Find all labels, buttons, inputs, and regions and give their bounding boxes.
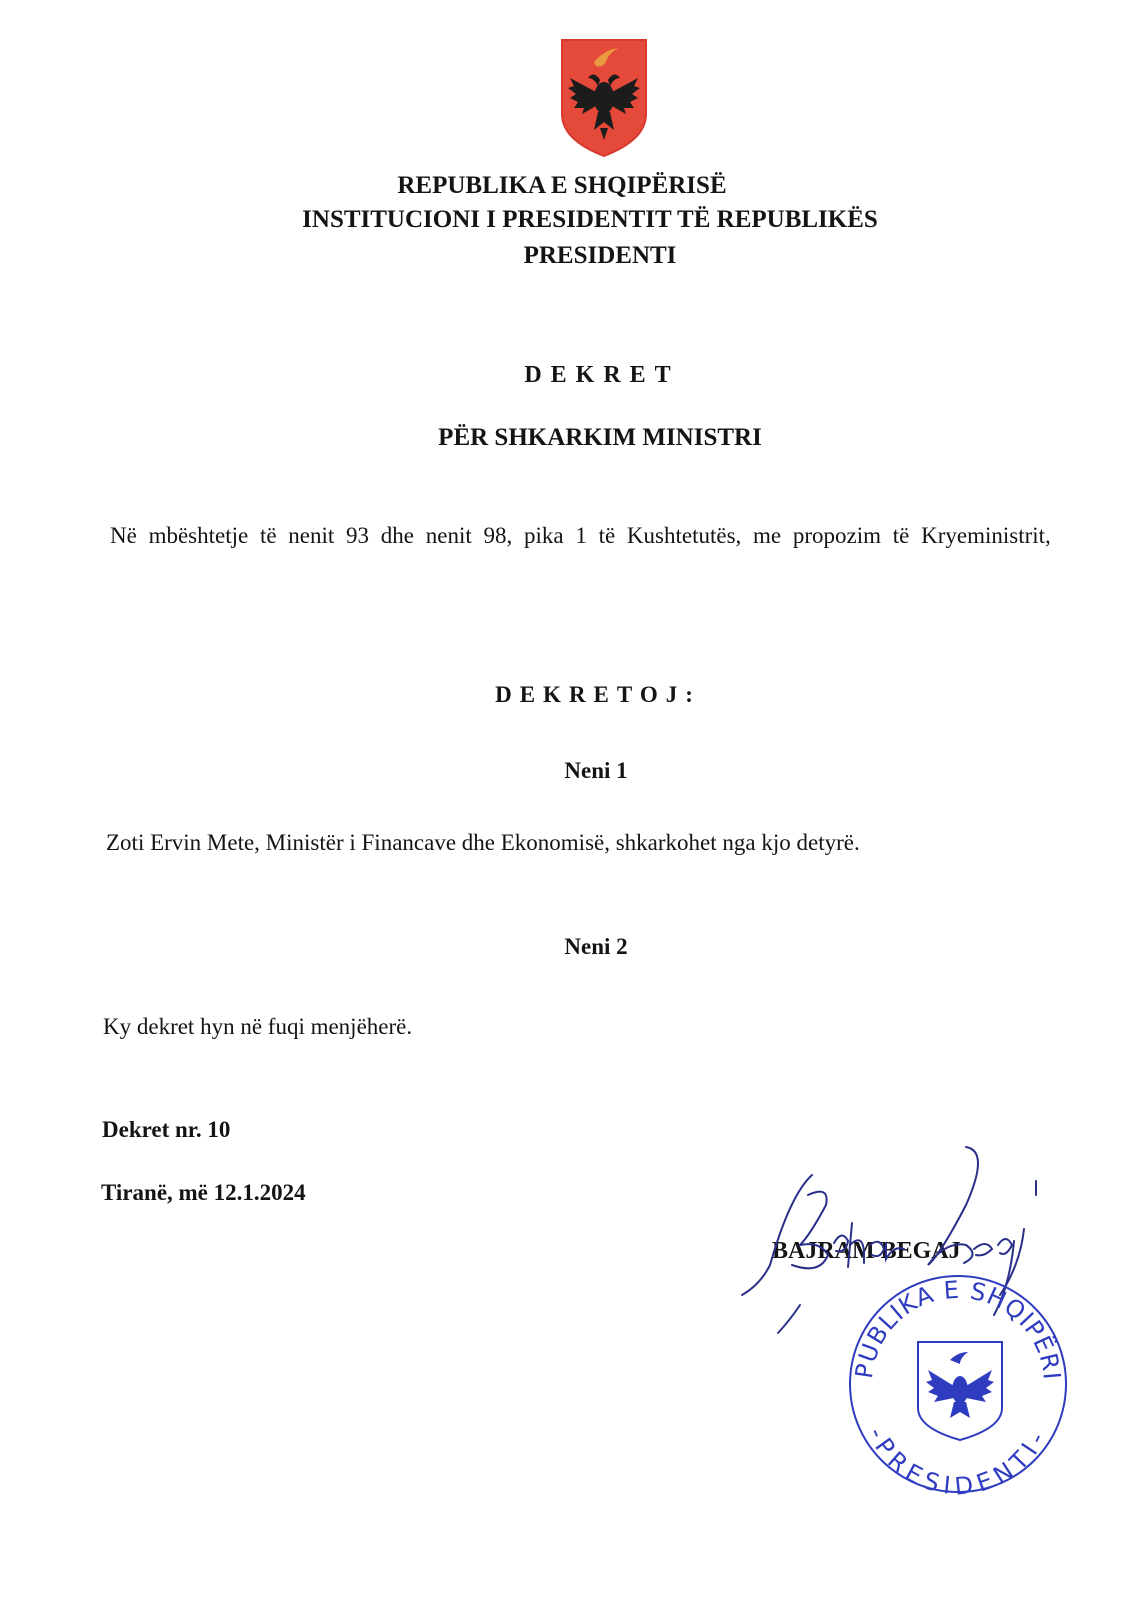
- article-1-heading: Neni 1: [564, 758, 628, 783]
- document-title: DEKRET: [524, 362, 680, 388]
- decree-heading: DEKRETOJ:: [495, 682, 701, 707]
- article-1-text: Zoti Ervin Mete, Ministër i Financave dhe Ekonomisë, shkarkohet nga kjo detyrë.: [106, 830, 860, 855]
- header-republic: REPUBLIKA E SHQIPËRISË: [397, 172, 727, 199]
- preamble-paragraph: Në mbështetje të nenit 93 dhe nenit 98, pika 1 të Kushtetutës, me propozim të Kryeministrit,: [110, 523, 1051, 548]
- decree-number: Dekret nr. 10: [102, 1117, 231, 1142]
- document-subtitle: PËR SHKARKIM MINISTRI: [438, 424, 762, 451]
- svg-text:-PRESIDENTI-: -PRESIDENTI-: [862, 1422, 1054, 1500]
- header-institution: INSTITUCIONI I PRESIDENTIT TË REPUBLIKËS: [302, 206, 878, 233]
- presidential-seal-icon: [842, 1268, 1074, 1500]
- svg-text:REPUBLIKA E SHQIPËRISË: PUBLIKA E SHQIPËRI: [850, 1275, 1066, 1382]
- signatory-name: BAJRAM BEGAJ: [772, 1238, 961, 1264]
- place-and-date: Tiranë, më 12.1.2024: [101, 1180, 306, 1205]
- albanian-coat-of-arms-icon: [558, 36, 650, 160]
- article-2-text: Ky dekret hyn në fuqi menjëherë.: [103, 1014, 413, 1039]
- article-2-heading: Neni 2: [564, 934, 628, 959]
- header-president: PRESIDENTI: [523, 242, 677, 269]
